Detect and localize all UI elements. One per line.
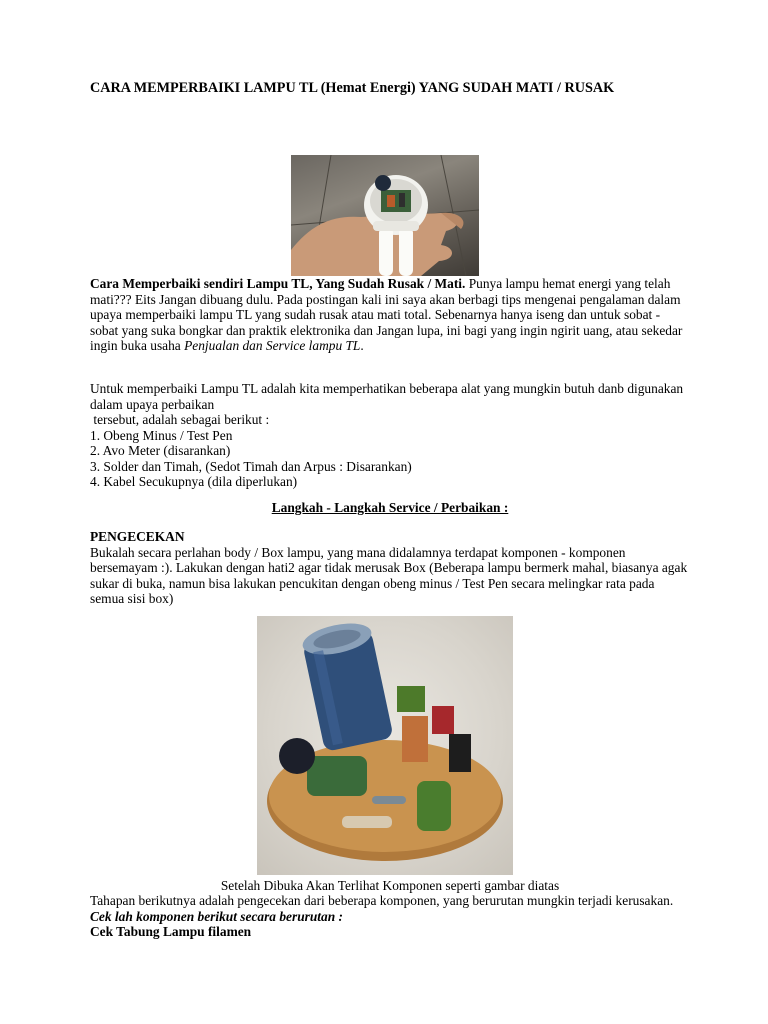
image-caption: Setelah Dibuka Akan Terlihat Komponen seperti gambar diatas bbox=[220, 878, 560, 893]
tools-intro-line: Untuk memperbaiki Lampu TL adalah kita memperhatikan beberapa alat yang mungkin butuh danb digunakan dalam upaya perbaikan bbox=[90, 381, 684, 412]
tools-list-item: 4. Kabel Secukupnya (dila diperlukan) bbox=[90, 474, 298, 489]
circuit-board-photo bbox=[257, 616, 513, 875]
circuit-board-illustration bbox=[257, 616, 513, 875]
next-emphasis: Cek lah komponen berikut secara berurutan : bbox=[90, 908, 343, 924]
tools-paragraph bbox=[90, 381, 690, 490]
tools-intro-line-2: tersebut, adalah sebagai berikut : bbox=[90, 412, 270, 427]
next-body: Tahapan berikutnya adalah pengecekan dari beberapa komponen, yang berurutan mungkin terjadi kerusakan. bbox=[90, 893, 674, 908]
tools-list-item: 2. Avo Meter (disarankan) bbox=[90, 443, 231, 458]
intro-lead: Cara Memperbaiki sendiri Lampu TL, Yang Sudah Rusak / Mati. bbox=[90, 276, 466, 291]
page-title: CARA MEMPERBAIKI LAMPU TL (Hemat Energi) YANG SUDAH MATI / RUSAK bbox=[90, 80, 615, 96]
intro-italic: Penjualan dan Service lampu TL bbox=[184, 338, 361, 353]
tools-list-item: 1. Obeng Minus / Test Pen bbox=[90, 427, 233, 443]
check-section bbox=[90, 529, 690, 607]
steps-heading: Langkah - Langkah Service / Perbaikan : bbox=[271, 500, 509, 515]
intro-body: Punya lampu hemat energi yang telah mati??? Eits Jangan dibuang dulu. Pada postingan kali ini saya akan berbagi tips mengenai pengalaman dalam upaya memperbaiki lampu TL yang sudah rusak atau mati total. Sebenarnya hanya iseng dan untuk sobat - sobat yang suka bongkar dan praktik elektronika dan Jangan lupa, ini bagi yang ingin ngirit uang, atau sekedar ingin buka usaha bbox=[90, 276, 683, 353]
intro-paragraph bbox=[90, 276, 690, 354]
lamp-photo-illustration bbox=[291, 155, 479, 276]
tools-list-item: 3. Solder dan Timah, (Sedot Timah dan Arpus : Disarankan) bbox=[90, 458, 412, 474]
lamp-photo bbox=[291, 155, 479, 276]
check-body: Bukalah secara perlahan body / Box lampu, yang mana didalamnya terdapat komponen - komponen bersemayam :). Lakukan dengan hati2 agar tidak merusak Box (Beberapa lampu bermerk mahal, biasanya agak sukar di buka, namun bisa lakukan pencukitan dengan obeng minus / Test Pen secara melingkar rata pada semua sisi box) bbox=[90, 544, 688, 606]
check-heading: PENGECEKAN bbox=[90, 529, 185, 544]
intro-end: . bbox=[360, 338, 364, 353]
next-steps-paragraph bbox=[90, 893, 690, 940]
sub-heading: Cek Tabung Lampu filamen bbox=[90, 924, 252, 939]
